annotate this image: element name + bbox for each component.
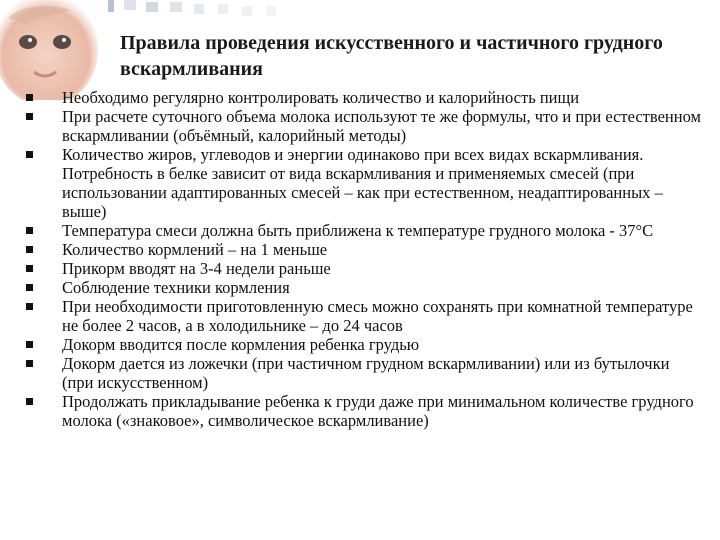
list-item	[24, 278, 704, 297]
list-item-text: Количество жиров, углеводов и энергии одинаково при всех видах вскармливания. Потребность в белке зависит от вида вскармливания и применяемых смесей (при использовании адаптированных смесей – как при естественном, неадаптированных – выше)	[62, 145, 663, 221]
bullet-square-icon	[26, 151, 33, 158]
bullet-square-icon	[26, 284, 33, 291]
list-item	[24, 297, 704, 335]
bullet-square-icon	[26, 227, 33, 234]
list-item-text: При расчете суточного объема молока используют те же формулы, что и при естественном вскармливании (объёмный, калорийный методы)	[62, 107, 701, 145]
list-item-text: Прикорм вводят на 3-4 недели раньше	[62, 259, 331, 278]
bullet-square-icon	[26, 303, 33, 310]
list-item	[24, 354, 704, 392]
list-item-text: Докорм дается из ложечки (при частичном грудном вскармливании) или из бутылочки (при искусственном)	[62, 354, 670, 392]
list-item	[24, 392, 704, 430]
list-item-text: При необходимости приготовленную смесь можно сохранять при комнатной температуре не более 2 часов, а в холодильнике – до 24 часов	[62, 297, 693, 335]
list-item	[24, 145, 704, 221]
baby-photo	[0, 0, 108, 100]
list-item-text: Докорм вводится после кормления ребенка грудью	[62, 335, 420, 354]
bullet-list	[24, 88, 704, 430]
list-item-text: Необходимо регулярно контролировать количество и калорийность пищи	[62, 88, 580, 107]
list-item-text: Продолжать прикладывание ребенка к груди даже при минимальном количестве грудного молока («знаковое», символическое вскармливание)	[62, 392, 694, 430]
slide-title: Правила проведения искусственного и частичного грудного вскармливания	[120, 32, 663, 80]
list-item-text: Температура смеси должна быть приближена к температуре грудного молока - 37°С	[62, 221, 654, 240]
list-item-text: Соблюдение техники кормления	[62, 278, 290, 297]
bullet-square-icon	[26, 360, 33, 367]
bullet-square-icon	[26, 113, 33, 120]
list-item	[24, 221, 704, 240]
list-item	[24, 240, 704, 259]
bullet-square-icon	[26, 341, 33, 348]
bullet-square-icon	[26, 246, 33, 253]
list-item-text: Количество кормлений – на 1 меньше	[62, 240, 328, 259]
list-item	[24, 107, 704, 145]
bullet-square-icon	[26, 398, 33, 405]
list-item	[24, 259, 704, 278]
list-item	[24, 88, 704, 107]
bullet-square-icon	[26, 265, 33, 272]
list-item	[24, 335, 704, 354]
bullet-square-icon	[26, 94, 33, 101]
